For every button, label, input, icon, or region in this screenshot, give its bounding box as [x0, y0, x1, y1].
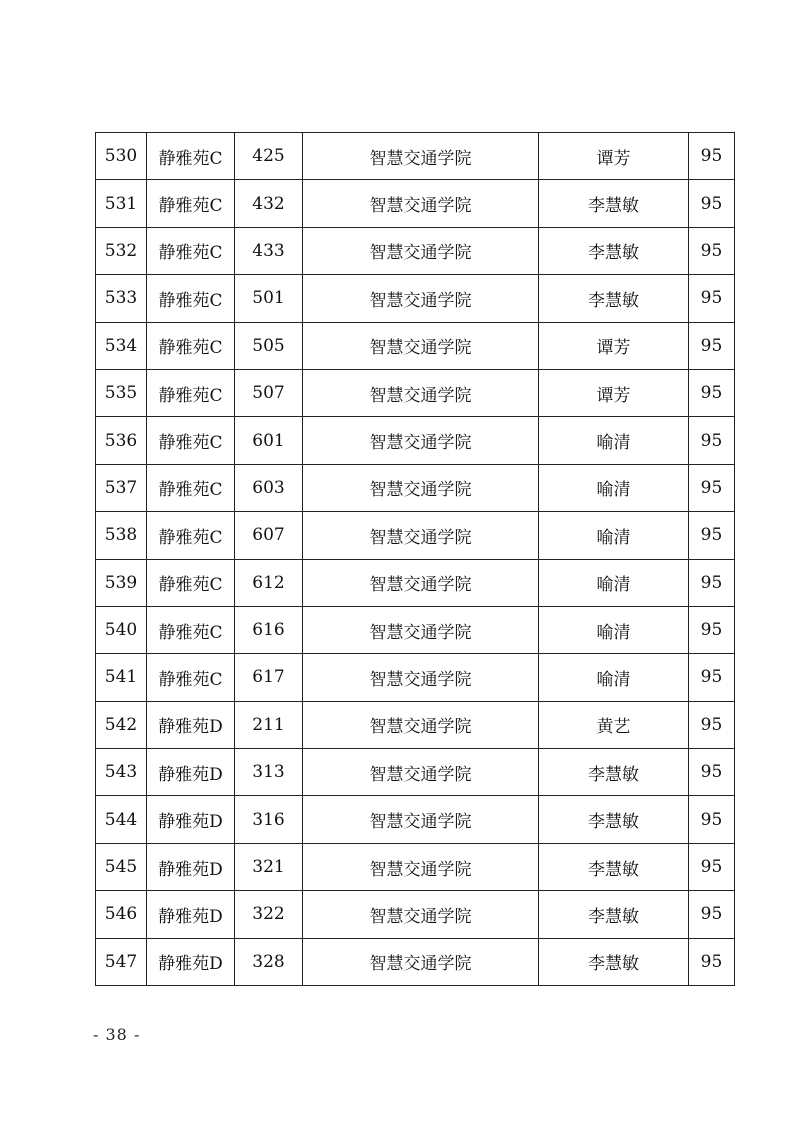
teacher-cell: 喻清 [539, 654, 689, 701]
college-cell: 智慧交通学院 [303, 227, 539, 274]
score-cell: 95 [689, 322, 735, 369]
room-cell: 433 [235, 227, 303, 274]
building-cell: 静雅苑C [147, 606, 235, 653]
building-cell: 静雅苑D [147, 796, 235, 843]
score-cell: 95 [689, 180, 735, 227]
row-number-cell: 539 [96, 559, 147, 606]
score-cell: 95 [689, 275, 735, 322]
table-row [96, 843, 735, 890]
teacher-cell: 谭芳 [539, 133, 689, 180]
score-cell: 95 [689, 227, 735, 274]
room-cell: 617 [235, 654, 303, 701]
score-cell: 95 [689, 701, 735, 748]
score-cell: 95 [689, 512, 735, 559]
teacher-cell: 谭芳 [539, 369, 689, 416]
score-cell: 95 [689, 891, 735, 938]
score-cell: 95 [689, 559, 735, 606]
table-row [96, 796, 735, 843]
teacher-cell: 喻清 [539, 417, 689, 464]
room-cell: 501 [235, 275, 303, 322]
building-cell: 静雅苑D [147, 938, 235, 985]
room-cell: 328 [235, 938, 303, 985]
college-cell: 智慧交通学院 [303, 369, 539, 416]
college-cell: 智慧交通学院 [303, 322, 539, 369]
building-cell: 静雅苑C [147, 417, 235, 464]
teacher-cell: 李慧敏 [539, 275, 689, 322]
room-cell: 313 [235, 749, 303, 796]
building-cell: 静雅苑C [147, 322, 235, 369]
college-cell: 智慧交通学院 [303, 891, 539, 938]
score-cell: 95 [689, 749, 735, 796]
row-number-cell: 543 [96, 749, 147, 796]
score-cell: 95 [689, 464, 735, 511]
dormitory-score-table [95, 132, 735, 986]
row-number-cell: 547 [96, 938, 147, 985]
score-cell: 95 [689, 796, 735, 843]
room-cell: 612 [235, 559, 303, 606]
table-row [96, 938, 735, 985]
table-row [96, 512, 735, 559]
room-cell: 603 [235, 464, 303, 511]
room-cell: 316 [235, 796, 303, 843]
score-cell: 95 [689, 369, 735, 416]
row-number-cell: 535 [96, 369, 147, 416]
building-cell: 静雅苑D [147, 749, 235, 796]
teacher-cell: 喻清 [539, 559, 689, 606]
score-cell: 95 [689, 843, 735, 890]
table-row [96, 133, 735, 180]
room-cell: 211 [235, 701, 303, 748]
row-number-cell: 534 [96, 322, 147, 369]
room-cell: 321 [235, 843, 303, 890]
teacher-cell: 李慧敏 [539, 843, 689, 890]
college-cell: 智慧交通学院 [303, 512, 539, 559]
teacher-cell: 李慧敏 [539, 796, 689, 843]
college-cell: 智慧交通学院 [303, 417, 539, 464]
table-row [96, 417, 735, 464]
room-cell: 507 [235, 369, 303, 416]
row-number-cell: 531 [96, 180, 147, 227]
college-cell: 智慧交通学院 [303, 796, 539, 843]
room-cell: 432 [235, 180, 303, 227]
table-row [96, 606, 735, 653]
building-cell: 静雅苑C [147, 180, 235, 227]
room-cell: 505 [235, 322, 303, 369]
college-cell: 智慧交通学院 [303, 464, 539, 511]
building-cell: 静雅苑D [147, 843, 235, 890]
page-number: - 38 - [93, 1025, 141, 1044]
college-cell: 智慧交通学院 [303, 843, 539, 890]
score-cell: 95 [689, 654, 735, 701]
table-row [96, 180, 735, 227]
table-row [96, 701, 735, 748]
row-number-cell: 530 [96, 133, 147, 180]
college-cell: 智慧交通学院 [303, 701, 539, 748]
table-row [96, 749, 735, 796]
table-row [96, 891, 735, 938]
teacher-cell: 李慧敏 [539, 749, 689, 796]
teacher-cell: 黄艺 [539, 701, 689, 748]
building-cell: 静雅苑C [147, 227, 235, 274]
row-number-cell: 546 [96, 891, 147, 938]
building-cell: 静雅苑C [147, 654, 235, 701]
row-number-cell: 537 [96, 464, 147, 511]
college-cell: 智慧交通学院 [303, 749, 539, 796]
teacher-cell: 李慧敏 [539, 938, 689, 985]
table-row [96, 559, 735, 606]
row-number-cell: 544 [96, 796, 147, 843]
college-cell: 智慧交通学院 [303, 559, 539, 606]
score-cell: 95 [689, 606, 735, 653]
building-cell: 静雅苑C [147, 275, 235, 322]
table-body [96, 133, 735, 986]
building-cell: 静雅苑D [147, 891, 235, 938]
score-cell: 95 [689, 417, 735, 464]
teacher-cell: 谭芳 [539, 322, 689, 369]
row-number-cell: 541 [96, 654, 147, 701]
table-row [96, 227, 735, 274]
college-cell: 智慧交通学院 [303, 938, 539, 985]
building-cell: 静雅苑C [147, 133, 235, 180]
college-cell: 智慧交通学院 [303, 654, 539, 701]
table-row [96, 369, 735, 416]
table-row [96, 654, 735, 701]
room-cell: 601 [235, 417, 303, 464]
building-cell: 静雅苑D [147, 701, 235, 748]
teacher-cell: 喻清 [539, 512, 689, 559]
row-number-cell: 540 [96, 606, 147, 653]
building-cell: 静雅苑C [147, 369, 235, 416]
college-cell: 智慧交通学院 [303, 180, 539, 227]
score-cell: 95 [689, 938, 735, 985]
building-cell: 静雅苑C [147, 559, 235, 606]
teacher-cell: 喻清 [539, 464, 689, 511]
teacher-cell: 李慧敏 [539, 891, 689, 938]
room-cell: 607 [235, 512, 303, 559]
building-cell: 静雅苑C [147, 512, 235, 559]
building-cell: 静雅苑C [147, 464, 235, 511]
room-cell: 322 [235, 891, 303, 938]
room-cell: 425 [235, 133, 303, 180]
row-number-cell: 545 [96, 843, 147, 890]
college-cell: 智慧交通学院 [303, 133, 539, 180]
college-cell: 智慧交通学院 [303, 606, 539, 653]
teacher-cell: 李慧敏 [539, 180, 689, 227]
row-number-cell: 542 [96, 701, 147, 748]
table-row [96, 464, 735, 511]
teacher-cell: 李慧敏 [539, 227, 689, 274]
row-number-cell: 532 [96, 227, 147, 274]
score-cell: 95 [689, 133, 735, 180]
college-cell: 智慧交通学院 [303, 275, 539, 322]
table-row [96, 275, 735, 322]
row-number-cell: 538 [96, 512, 147, 559]
room-cell: 616 [235, 606, 303, 653]
teacher-cell: 喻清 [539, 606, 689, 653]
table-row [96, 322, 735, 369]
row-number-cell: 533 [96, 275, 147, 322]
row-number-cell: 536 [96, 417, 147, 464]
